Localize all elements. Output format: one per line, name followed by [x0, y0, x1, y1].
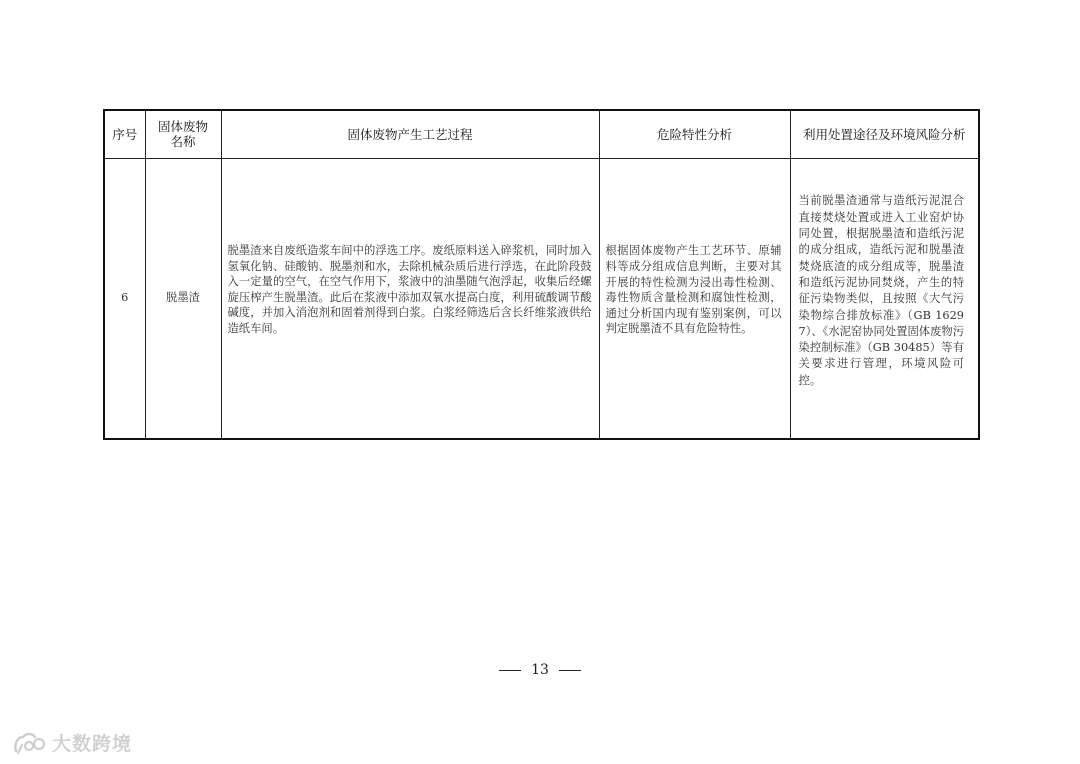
solid-waste-table — [103, 109, 980, 440]
header-utilization: 利用处置途径及环境风险分析 — [790, 110, 979, 158]
table-header-row — [104, 110, 979, 158]
cell-utilization — [790, 158, 979, 439]
cell-process-text: 脱墨渣来自废纸造浆车间中的浮选工序。废纸原料送入碎浆机，同时加入氢氧化钠、硅酸钠、脱墨剂和水，去除机械杂质后进行浮选，在此阶段鼓入一定量的空气，在空气作用下，浆液中的油墨随气泡浮起，收集后经螺旋压榨产生脱墨渣。此后在浆液中添加双氧水提高白度，利用硫酸调节酸碱度，并加入消泡剂和固着剂得到白浆。白浆经筛选后含长纤维浆液供给造纸车间。 — [227, 243, 592, 335]
header-index: 序号 — [104, 110, 145, 158]
page-number-left-dash — [499, 670, 521, 671]
cell-index: 6 — [104, 158, 145, 439]
page-number-right-dash — [559, 670, 581, 671]
cell-process — [221, 158, 599, 439]
header-process: 固体废物产生工艺过程 — [221, 110, 599, 158]
header-name-line2: 名称 — [170, 134, 196, 150]
cloud-logo-icon — [12, 731, 50, 755]
cell-utilization-text: 当前脱墨渣通常与造纸污泥混合直接焚烧处置或进入工业窑炉协同处置，根据脱墨渣和造纸污泥的成分组成，造纸污泥和脱墨渣焚烧底渣的成分组成等，脱墨渣和造纸污泥协同焚烧，产生的特征污染物类似，且按照《大气污染物综合排放标准》（GB 16297）、《水泥窑协同处置固体废物污染控制标准》（GB 30485）等有关要求进行管理，环境风险可控。 — [798, 194, 964, 387]
cell-hazard-text: 根据固体废物产生工艺环节、原辅料等成分组成信息判断，主要对其开展的特性检测为浸出毒性检测、毒性物质含量检测和腐蚀性检测，通过分析国内现有鉴别案例，可以判定脱墨渣不具有危险特性。 — [605, 244, 782, 336]
page-number — [0, 662, 1080, 678]
header-name — [145, 110, 221, 158]
watermark-text: 大数跨境 — [52, 733, 133, 755]
page-number-value: 13 — [531, 662, 549, 678]
cell-hazard — [599, 158, 790, 439]
cell-name: 脱墨渣 — [145, 158, 221, 439]
table-row — [104, 158, 979, 439]
watermark — [12, 729, 132, 756]
header-name-line1: 固体废物 — [157, 119, 208, 135]
header-hazard: 危险特性分析 — [599, 110, 790, 158]
